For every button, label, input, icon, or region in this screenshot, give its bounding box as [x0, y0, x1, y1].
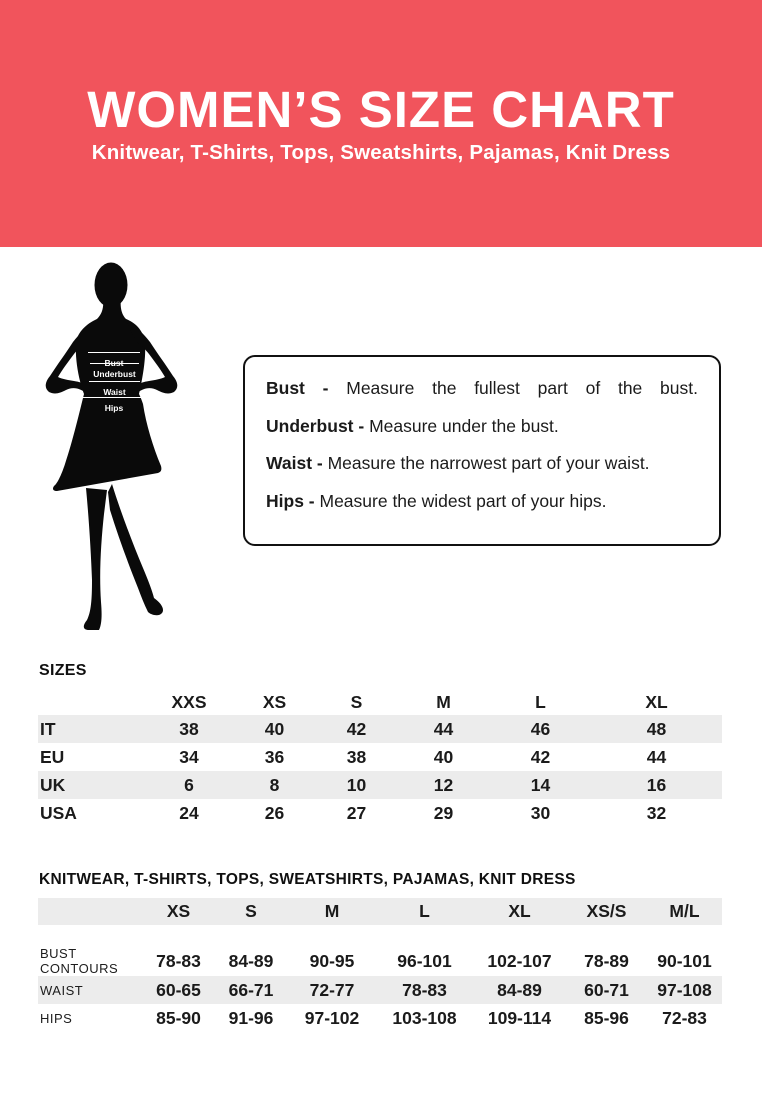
value-cell: 27	[346, 802, 367, 823]
col-header: XL	[645, 691, 668, 712]
silhouette-left-leg	[84, 488, 107, 630]
guide-item-hips	[266, 483, 698, 521]
sizes-header-row	[38, 689, 722, 715]
table-row-eu	[38, 743, 722, 771]
value-cell: 34	[179, 746, 199, 767]
row-label: BUST CONTOURS	[40, 946, 119, 976]
guide-item-underbust	[266, 408, 698, 446]
col-header: XS	[262, 691, 287, 712]
col-header: XXS	[171, 691, 207, 712]
value-cell: 48	[591, 715, 722, 743]
value-cell: 90-95	[309, 950, 355, 971]
col-header: M/L	[647, 898, 722, 925]
value-cell: 60-65	[143, 976, 214, 1004]
sizes-table-title: SIZES	[39, 662, 87, 679]
value-cell: 42	[316, 715, 397, 743]
guide-term: Hips -	[266, 490, 315, 511]
col-header: M	[436, 691, 451, 712]
table-row-hips	[38, 1004, 722, 1032]
value-cell: 32	[646, 802, 667, 823]
row-label: HIPS	[40, 1010, 73, 1026]
sizes-table	[38, 689, 722, 827]
value-cell: 85-90	[156, 1007, 201, 1028]
guide-definition: Measure under the bust.	[369, 415, 559, 436]
value-cell: 96-101	[397, 950, 452, 971]
col-header: XL	[473, 898, 566, 925]
garment-section	[38, 871, 722, 1032]
value-cell: 40	[233, 715, 316, 743]
value-cell: 72-77	[288, 976, 376, 1004]
value-cell: 46	[490, 715, 591, 743]
measure-guide-box	[243, 355, 721, 546]
col-header: M	[288, 898, 376, 925]
value-cell: 85-96	[584, 1007, 629, 1028]
value-cell: 60-71	[566, 976, 647, 1004]
value-cell: 78-83	[156, 950, 201, 971]
underbust-figure-label: Underbust	[93, 369, 136, 379]
guide-term: Bust -	[266, 378, 329, 398]
value-cell: 42	[530, 746, 551, 767]
value-cell: 16	[591, 771, 722, 799]
empty-header-cell	[38, 689, 145, 715]
value-cell: 102-107	[487, 950, 552, 971]
value-cell: 84-89	[228, 950, 274, 971]
silhouette-right-leg	[108, 484, 163, 615]
spacer-row	[38, 925, 722, 946]
woman-silhouette-graphic	[40, 258, 240, 633]
guide-definition: Measure the widest part of your hips.	[319, 490, 607, 511]
waist-figure-label: Waist	[103, 387, 126, 397]
guide-definition: Measure the narrowest part of your waist.	[327, 453, 650, 473]
value-cell: 30	[530, 802, 551, 823]
table-row-usa	[38, 799, 722, 827]
row-label: EU	[40, 746, 65, 767]
value-cell: 97-108	[647, 976, 722, 1004]
col-header: XS	[143, 898, 214, 925]
row-label: USA	[40, 802, 77, 823]
value-cell: 26	[264, 802, 285, 823]
value-cell: 44	[397, 715, 490, 743]
woman-silhouette-figure	[40, 258, 240, 633]
guide-definition: Measure the fullest part of the bust.	[346, 378, 698, 398]
guide-item-waist	[266, 445, 698, 483]
value-cell: 12	[397, 771, 490, 799]
table-row-it	[38, 715, 722, 743]
value-cell: 6	[145, 771, 233, 799]
row-label: IT	[38, 715, 145, 743]
row-label: WAIST	[38, 976, 143, 1004]
empty-header-cell	[38, 898, 143, 925]
guide-item-bust	[266, 370, 698, 408]
value-cell: 38	[346, 746, 367, 767]
sizes-section	[38, 662, 722, 827]
value-cell: 36	[264, 746, 285, 767]
row-label: UK	[38, 771, 145, 799]
value-cell: 103-108	[392, 1007, 457, 1028]
garment-table-title: KNITWEAR, T-SHIRTS, TOPS, SWEATSHIRTS, PAJAMAS, KNIT DRESS	[39, 871, 576, 888]
guide-term: Waist -	[266, 453, 323, 473]
col-header: S	[214, 898, 288, 925]
header-banner	[0, 0, 762, 247]
value-cell: 84-89	[473, 976, 566, 1004]
table-row-uk	[38, 771, 722, 799]
value-cell: 10	[316, 771, 397, 799]
col-header: S	[350, 691, 363, 712]
col-header: XS/S	[566, 898, 647, 925]
value-cell: 8	[233, 771, 316, 799]
bust-figure-label: Bust	[104, 358, 124, 368]
hips-measure-line	[82, 397, 146, 416]
value-cell: 44	[646, 746, 667, 767]
table-row-waist	[38, 976, 722, 1004]
garment-table	[38, 898, 722, 1032]
page-subtitle: Knitwear, T-Shirts, Tops, Sweatshirts, Pajamas, Knit Dress	[91, 141, 671, 164]
col-header: L	[535, 691, 546, 712]
value-cell: 78-83	[376, 976, 473, 1004]
value-cell: 78-89	[584, 950, 629, 971]
garment-header-row	[38, 898, 722, 925]
col-header: L	[376, 898, 473, 925]
value-cell: 40	[433, 746, 454, 767]
guide-term: Underbust -	[266, 415, 365, 436]
underbust-measure-line	[90, 363, 139, 382]
value-cell: 72-83	[662, 1007, 707, 1028]
hips-figure-label: Hips	[104, 403, 124, 413]
value-cell: 109-114	[487, 1007, 552, 1028]
page-title: WOMEN’S SIZE CHART	[87, 81, 675, 138]
table-row-bust-contours	[38, 946, 722, 976]
value-cell: 14	[490, 771, 591, 799]
value-cell: 24	[179, 802, 199, 823]
value-cell: 66-71	[214, 976, 288, 1004]
value-cell: 91-96	[228, 1007, 274, 1028]
value-cell: 97-102	[304, 1007, 360, 1028]
value-cell: 29	[433, 802, 454, 823]
value-cell: 90-101	[657, 950, 712, 971]
value-cell: 38	[145, 715, 233, 743]
